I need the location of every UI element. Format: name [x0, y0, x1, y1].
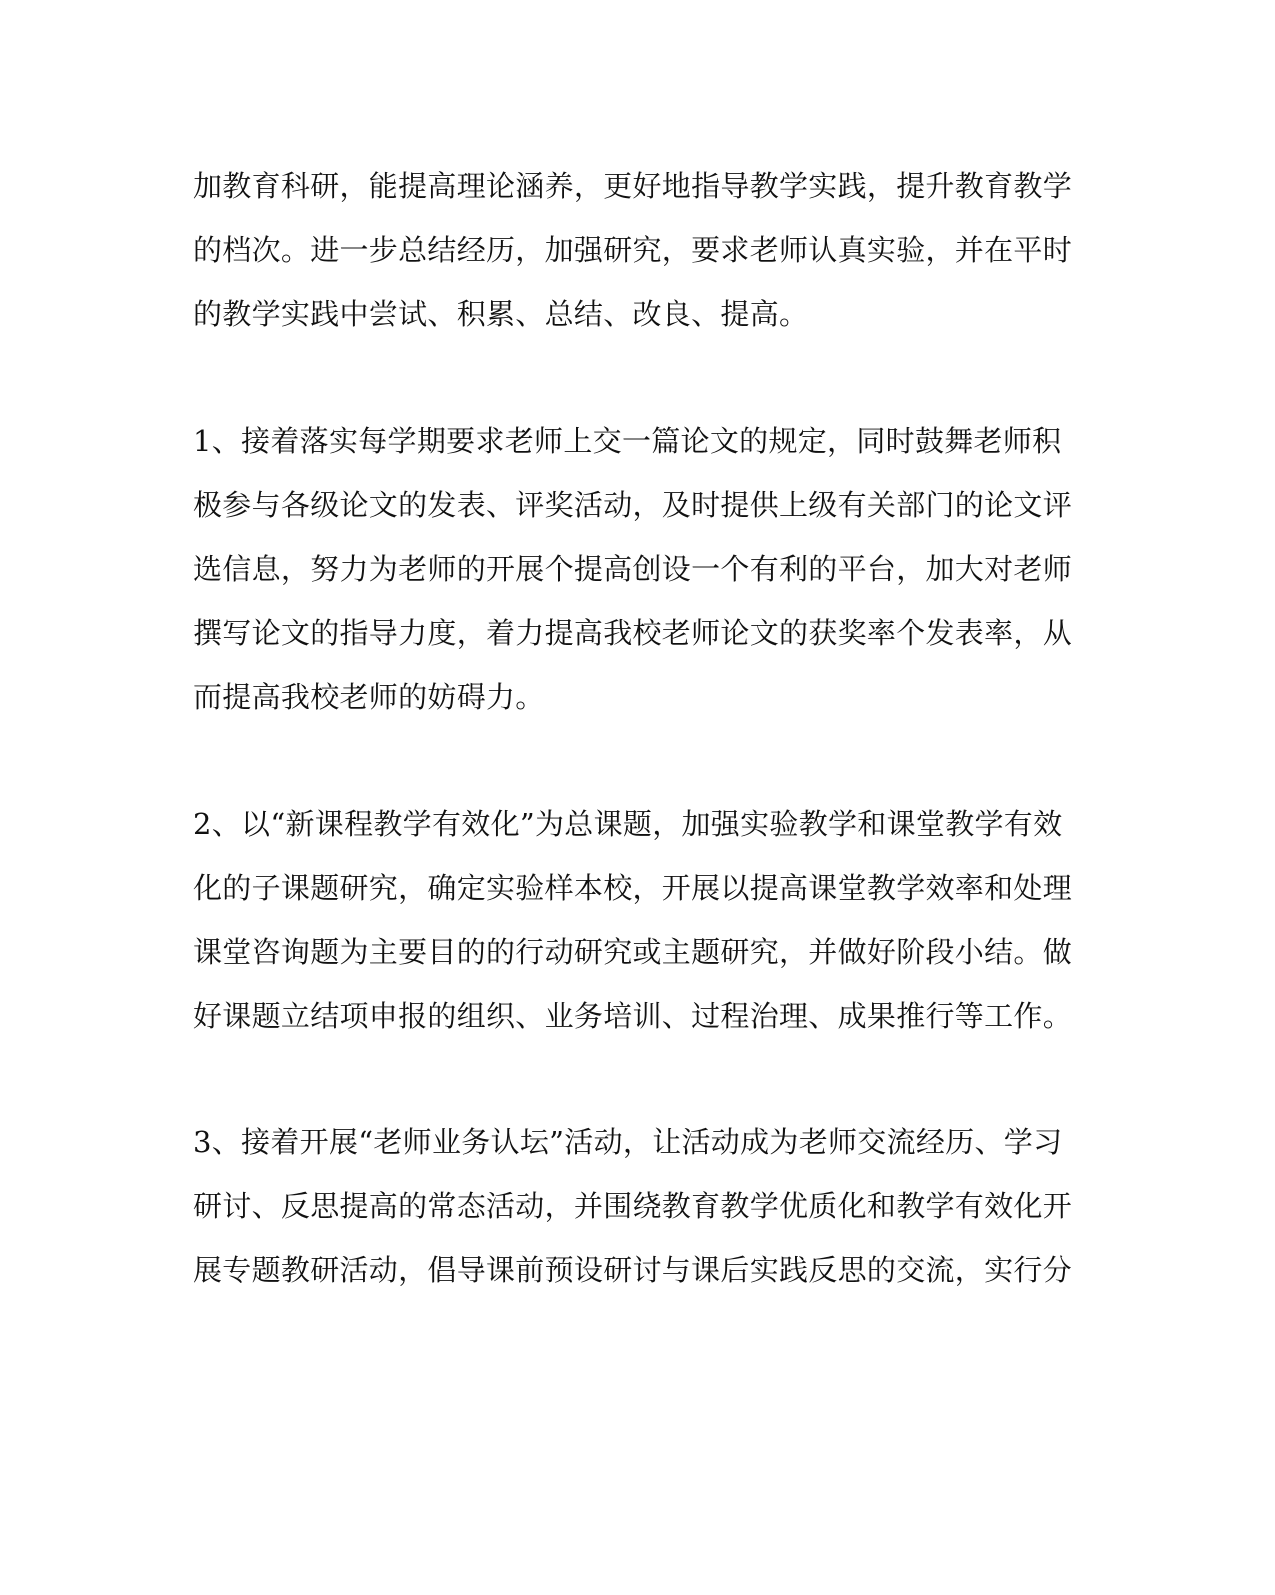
paragraph-line: 1、接着落实每学期要求老师上交一篇论文的规定，同时鼓舞老师积 — [193, 424, 1062, 458]
paragraph-line: 而提高我校老师的妨碍力。 — [193, 680, 545, 714]
paragraph-line: 撰写论文的指导力度，着力提高我校老师论文的获奖率个发表率，从 — [193, 616, 1073, 650]
paragraph-line: 课堂咨询题为主要目的的行动研究或主题研究，并做好阶段小结。做 — [193, 935, 1073, 969]
paragraph-line: 2、以“新课程教学有效化”为总课题，加强实验教学和课堂教学有效 — [193, 807, 1063, 841]
paragraph-line: 加教育科研，能提高理论涵养，更好地指导教学实践，提升教育教学 — [193, 169, 1073, 203]
paragraph-line: 极参与各级论文的发表、评奖活动，及时提供上级有关部门的论文评 — [193, 488, 1073, 522]
paragraph-line: 好课题立结项申报的组织、业务培训、过程治理、成果推行等工作。 — [193, 999, 1073, 1033]
paragraph-line: 研讨、反思提高的常态活动，并围绕教育教学优质化和教学有效化开 — [193, 1189, 1073, 1223]
paragraph-line: 化的子课题研究，确定实验样本校，开展以提高课堂教学效率和处理 — [193, 871, 1073, 905]
paragraph-line: 的教学实践中尝试、积累、总结、改良、提高。 — [193, 297, 809, 331]
paragraph-line: 的档次。进一步总结经历，加强研究，要求老师认真实验，并在平时 — [193, 233, 1073, 267]
paragraph-line: 选信息，努力为老师的开展个提高创设一个有利的平台，加大对老师 — [193, 552, 1073, 586]
paragraph-line: 3、接着开展“老师业务认坛”活动，让活动成为老师交流经历、学习 — [193, 1125, 1063, 1159]
paragraph-line: 展专题教研活动，倡导课前预设研讨与课后实践反思的交流，实行分 — [193, 1253, 1073, 1287]
